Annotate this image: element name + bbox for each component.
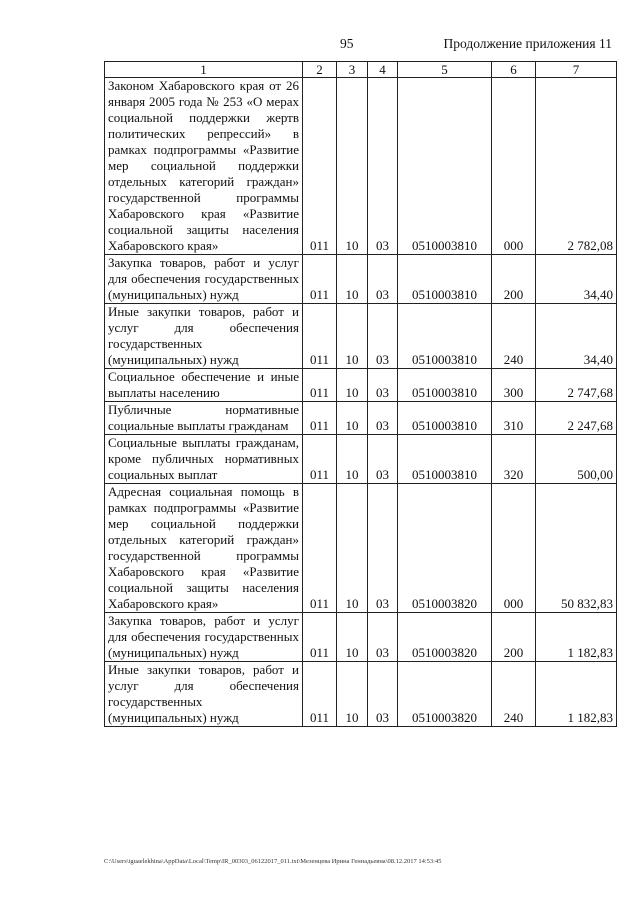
ministry-code: 011 [303,78,337,255]
subsection-code: 03 [368,304,398,369]
expense-name: Социальное обеспечение и иные выплаты населению [105,369,303,402]
subsection-code: 03 [368,369,398,402]
target-article-code: 0510003810 [398,435,492,484]
amount: 34,40 [536,304,617,369]
expense-name: Иные закупки товаров, работ и услуг для обеспечения государственных (муниципальных) нужд [105,304,303,369]
column-number: 4 [368,62,398,78]
expense-type-code: 310 [492,402,536,435]
section-code: 10 [337,304,368,369]
ministry-code: 011 [303,662,337,727]
amount: 34,40 [536,255,617,304]
subsection-code: 03 [368,402,398,435]
ministry-code: 011 [303,484,337,613]
section-code: 10 [337,369,368,402]
expense-type-code: 240 [492,304,536,369]
table-row [105,435,617,484]
subsection-code: 03 [368,662,398,727]
target-article-code: 0510003820 [398,662,492,727]
section-code: 10 [337,402,368,435]
section-code: 10 [337,484,368,613]
subsection-code: 03 [368,435,398,484]
expense-name: Закупка товаров, работ и услуг для обеспечения государственных (муниципальных) нужд [105,613,303,662]
expense-type-code: 200 [492,613,536,662]
ministry-code: 011 [303,369,337,402]
subsection-code: 03 [368,255,398,304]
ministry-code: 011 [303,304,337,369]
target-article-code: 0510003810 [398,369,492,402]
target-article-code: 0510003810 [398,255,492,304]
ministry-code: 011 [303,435,337,484]
budget-table [104,61,617,727]
appendix-title: Продолжение приложения 11 [443,36,612,51]
amount: 2 782,08 [536,78,617,255]
section-code: 10 [337,78,368,255]
amount: 1 182,83 [536,613,617,662]
expense-name: Иные закупки товаров, работ и услуг для обеспечения государственных (муниципальных) нужд [105,662,303,727]
section-code: 10 [337,435,368,484]
expense-type-code: 000 [492,484,536,613]
file-path-footer: C:\Users\iguaelekhina\AppData\Local\Temp\IR_00303_06122017_011.txt\Мезенцева Ирина Геннадьевна\08.12.2017 14:53:45 [104,858,442,865]
column-number: 7 [536,62,617,78]
amount: 1 182,83 [536,662,617,727]
amount: 2 747,68 [536,369,617,402]
expense-name: Адресная социальная помощь в рамках подпрограммы «Развитие мер социальной поддержки отдельных категорий граждан» государственной программы Хабаровского края «Развитие социальной защиты населения Хабаровского края» [105,484,303,613]
subsection-code: 03 [368,613,398,662]
amount: 500,00 [536,435,617,484]
page-number: 95 [340,36,354,51]
table-row [105,402,617,435]
expense-name: Социальные выплаты гражданам, кроме публичных нормативных социальных выплат [105,435,303,484]
table-row [105,255,617,304]
expense-name: Законом Хабаровского края от 26 января 2005 года № 253 «О мерах социальной поддержки жертв политических репрессий» в рамках подпрограммы «Развитие мер социальной поддержки отдельных категорий граждан» государственной программы Хабаровского края «Развитие социальной защиты населения Хабаровского края» [105,78,303,255]
target-article-code: 0510003810 [398,78,492,255]
subsection-code: 03 [368,484,398,613]
column-number: 5 [398,62,492,78]
page-header [0,36,640,56]
table-row [105,369,617,402]
target-article-code: 0510003820 [398,613,492,662]
expense-type-code: 240 [492,662,536,727]
section-code: 10 [337,255,368,304]
section-code: 10 [337,613,368,662]
expense-type-code: 320 [492,435,536,484]
column-number: 2 [303,62,337,78]
ministry-code: 011 [303,402,337,435]
table-row [105,484,617,613]
column-number: 3 [337,62,368,78]
column-number-row [105,62,617,78]
target-article-code: 0510003810 [398,304,492,369]
section-code: 10 [337,662,368,727]
column-number: 1 [105,62,303,78]
target-article-code: 0510003810 [398,402,492,435]
expense-type-code: 300 [492,369,536,402]
table-row [105,613,617,662]
amount: 50 832,83 [536,484,617,613]
table-row [105,304,617,369]
expense-type-code: 200 [492,255,536,304]
amount: 2 247,68 [536,402,617,435]
expense-name: Закупка товаров, работ и услуг для обеспечения государственных (муниципальных) нужд [105,255,303,304]
table-row [105,78,617,255]
expense-name: Публичные нормативные социальные выплаты гражданам [105,402,303,435]
column-number: 6 [492,62,536,78]
subsection-code: 03 [368,78,398,255]
target-article-code: 0510003820 [398,484,492,613]
ministry-code: 011 [303,255,337,304]
ministry-code: 011 [303,613,337,662]
expense-type-code: 000 [492,78,536,255]
table-row [105,662,617,727]
